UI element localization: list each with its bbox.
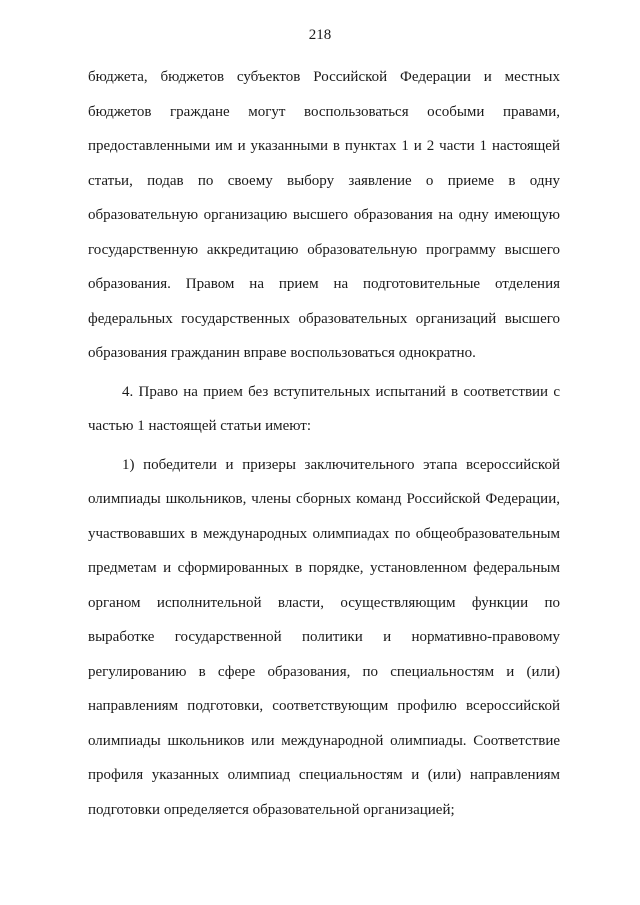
page-number: 218 [308, 27, 332, 43]
text-line: государственную аккредитацию образовательную программу высшего [88, 241, 560, 258]
text-line: олимпиады школьников, члены сборных команд Российской Федерации, [88, 491, 560, 507]
text-line: статьи, подав по своему выбору заявление о приеме в одну [88, 172, 560, 189]
text-line: предоставленными им и указанными в пунктах 1 и 2 части 1 настоящей [88, 138, 560, 154]
text-line: олимпиады школьников или международной олимпиады. Соответствие [88, 732, 560, 749]
text-line: участвовавших в международных олимпиадах по общеобразовательным [88, 525, 560, 542]
text-line: образования. Правом на прием на подготовительные отделения [88, 276, 560, 292]
text-line: органом исполнительной власти, осуществляющим функции по [88, 594, 560, 611]
text-line: регулированию в сфере образования, по специальностям и (или) [88, 663, 560, 680]
text-line: образовательную организацию высшего образования на одну имеющую [88, 207, 560, 223]
text-line: федеральных государственных образовательных организаций высшего [88, 310, 560, 327]
text-line-first: 1) победители и призеры заключительного этапа всероссийской [122, 456, 560, 473]
text-line: предметам и сформированных в порядке, установленном федеральным [88, 560, 560, 576]
paragraph-item-4 [88, 375, 560, 444]
document-body [88, 60, 560, 827]
paragraph-subitem-1 [88, 448, 560, 828]
text-line: бюджетов граждане могут воспользоваться особыми правами, [88, 103, 560, 120]
text-line-last: образования гражданин вправе воспользоваться однократно. [88, 345, 476, 361]
text-line-last: подготовки определяется образовательной организацией; [88, 801, 455, 818]
text-line-last: частью 1 настоящей статьи имеют: [88, 418, 312, 434]
text-line: выработке государственной политики и нормативно-правовому [88, 629, 560, 645]
text-line: профиля указанных олимпиад специальностям и (или) направлениям [88, 767, 560, 783]
text-line: направлениям подготовки, соответствующим профилю всероссийской [88, 698, 560, 714]
paragraph-budget-rights [88, 60, 560, 371]
text-line-first: 4. Право на прием без вступительных испытаний в соответствии с [122, 383, 560, 400]
text-line: бюджета, бюджетов субъектов Российской Федерации и местных [88, 69, 560, 85]
